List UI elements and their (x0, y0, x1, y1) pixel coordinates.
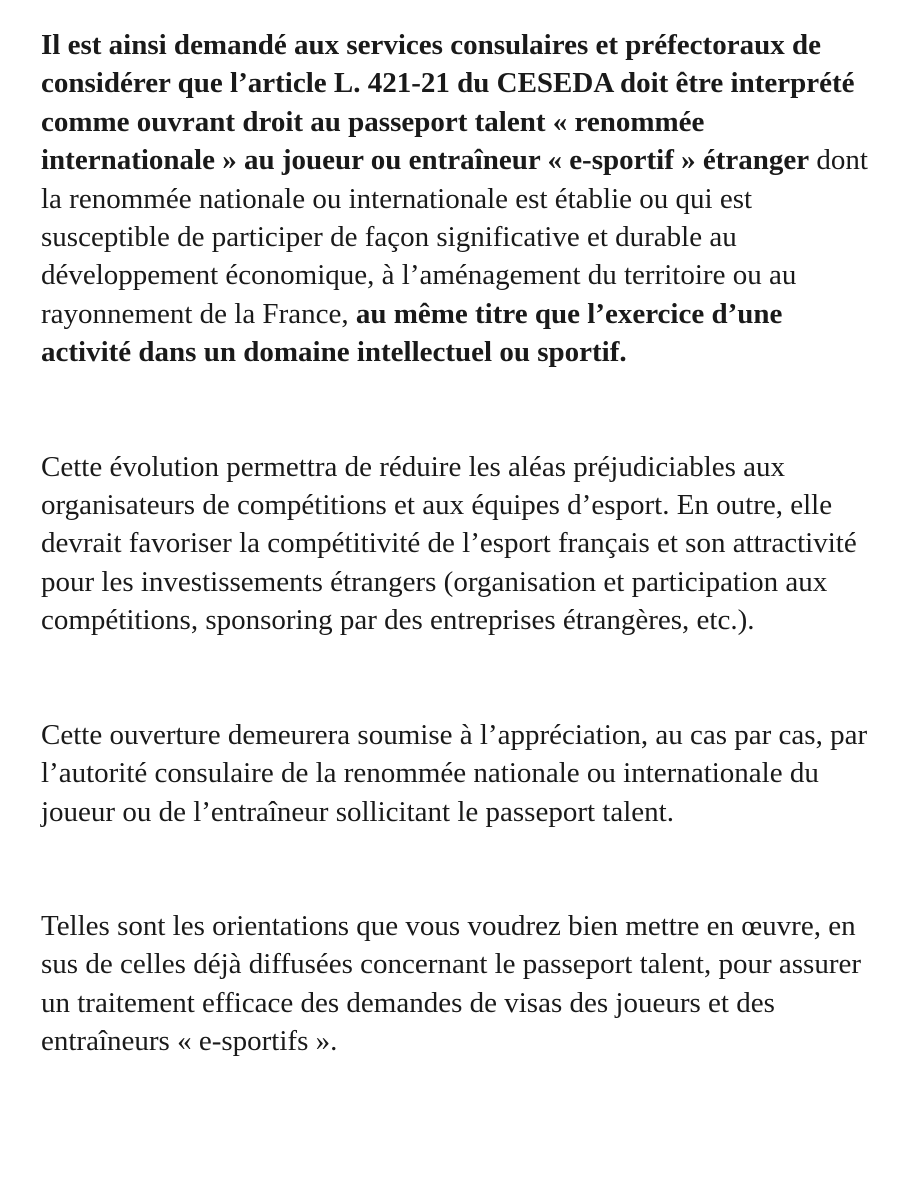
directive-bold-tail: au même titre que l’exercice d’une activité dans un domaine intellectuel ou sportif. (41, 297, 783, 369)
paragraph-evolution: Cette évolution permettra de réduire les aléas préjudiciables aux organisateurs de compétitions et aux équipes d’esport. En outre, elle devrait favoriser la compétitivité de l’esport français et son attractivité pour les investissements étrangers (organisation et participation aux compétitions, sponsoring par des entreprises étrangères, etc.). (41, 450, 857, 637)
directive-body-text: dont la renommée nationale ou internationale est établie ou qui est susceptible de participer de façon significative et durable au développement économique, à l’aménagement du territoire ou au rayonnement de la France, (41, 144, 868, 330)
paragraph-orientations: Telles sont les orientations que vous voudrez bien mettre en œuvre, en sus de celles déjà diffusées concernant le passeport talent, pour assurer un traitement efficace des demandes de visas des joueurs et des entraîneurs « e-sportifs ». (41, 909, 862, 1058)
paragraph-directive (41, 26, 871, 372)
document-page (41, 26, 871, 1061)
directive-bold-lead: Il est ainsi demandé aux services consulaires et préfectoraux de considérer que l’article L. 421-21 du CESEDA doit être interprété comme ouvrant droit au passeport talent « renommée internationale » au joueur ou entraîneur « e-sportif » étranger (41, 29, 855, 177)
paragraph-ouverture: Cette ouverture demeurera soumise à l’appréciation, au cas par cas, par l’autorité consulaire de la renommée nationale ou internationale du joueur ou de l’entraîneur sollicitant le passeport talent. (41, 718, 868, 828)
